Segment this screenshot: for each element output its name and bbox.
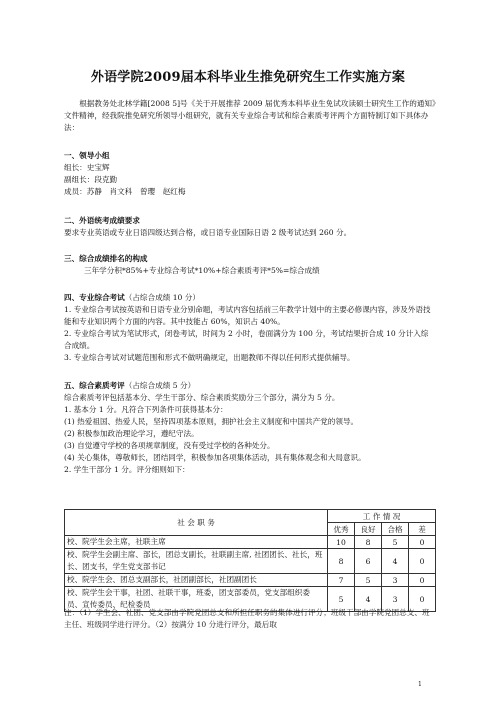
score-cell: 3 [382,574,409,587]
page-number: 1 [418,681,422,688]
section-comprehensive-exam [64,292,436,364]
duty-cell: 校、院学生会副主席、部长，团总支副长，社联副主席, 社团团长、社长，班长、团支书，学生党支部书记 [65,549,328,574]
section-heading-note: （占综合成绩 10 分） [124,293,200,302]
score-cell: 4 [382,549,409,574]
section-heading: 三、综合成绩排名的构成 [64,254,148,263]
score-cell: 0 [409,549,436,574]
score-cell: 0 [409,574,436,587]
members-line: 成员：苏静 肖文科 曾璎 赵红梅 [64,187,186,196]
score-cell: 10 [328,536,355,549]
score-cell: 6 [355,549,382,574]
condition-3: (3) 自觉遵守学校的各项规章制度，没有受过学校的各种处分。 [64,441,275,450]
score-cell: 8 [355,536,382,549]
basic-score-line: 1. 基本分 1 分。凡符合下列条件可获得基本分： [64,405,228,414]
exam-item-2: 2. 专业综合考试为笔试形式，闭卷考试，时间为 2 小时，卷面满分为 100 分，考试结果折合成 10 分计入综合成绩。 [64,329,429,350]
intro-paragraph: 根据教务处北林学籍[2008 5]号《关于开展推荐 2009 届优秀本科毕业生免试攻读硕士研究生工作的通知》文件精神，经我院推免研究所领导小组研究，就有关专业综合考试和综合素质考评两个方面特制订如下具体办法： [64,99,436,132]
score-formula: 三年学分积*85%+专业综合考试*10%+综合素质考评*5%=综合成绩 [84,266,320,275]
duty-cell: 校、院学生会干事，社团、社联干事，班委，团支部委员，党支部组织委员、宣传委员、纪检委员 [65,587,328,612]
score-cell: 5 [328,587,355,612]
score-cell: 0 [409,536,436,549]
section-heading: 一、领导小组 [64,151,110,160]
duty-header: 社 会 职 务 [65,510,328,536]
table-header-row [65,510,436,523]
section-leadership [64,150,436,198]
page-title: 外语学院2009届本科毕业生推免研究生工作实施方案 [90,70,406,85]
table-row [65,536,436,549]
section-quality-evaluation [64,380,436,476]
section-score-composition [64,253,436,277]
work-status-header: 工 作 情 况 [328,510,436,523]
condition-1: (1) 热爱祖国、热爱人民，坚持四项基本原则，拥护社会主义制度和中国共产党的领导。 [64,417,359,426]
section-heading: 五、综合素质考评 [64,381,125,390]
level-header: 差 [409,523,436,536]
score-cell: 4 [355,587,382,612]
condition-2: (2) 积极参加政治理论学习，遵纪守法。 [64,429,199,438]
intro-block [64,98,436,134]
score-cell: 8 [328,549,355,574]
score-cell: 5 [355,574,382,587]
section-heading: 四、专业综合考试 [64,293,125,302]
level-header: 优秀 [328,523,355,536]
exam-item-3: 3. 专业综合考试对试题范围和形式不做明确规定，出题教师不得以任何形式提供辅导。 [64,353,355,362]
section-heading-note: （占综合成绩 5 分） [124,381,196,390]
level-header: 合格 [382,523,409,536]
score-cell: 0 [409,587,436,612]
duty-cell: 校、院学生会、团总支副部长，社团副部长，社团副团长 [65,574,328,587]
level-header: 良好 [355,523,382,536]
exam-item-1: 1. 专业综合考试按英语和日语专业分别命题，考试内容包括前三年教学计划中的主要必修课内容，涉及外语技能和专业知识两个方面的内容。其中技能占 60%，知识占 40%。 [64,305,431,326]
condition-4: (4) 关心集体，尊敬师长，团结同学，积极参加各项集体活动，具有集体观念和大局意识。 [64,453,366,462]
table-row [65,574,436,587]
cadre-score-line: 2. 学生干部分 1 分。评分细则如下： [64,465,190,474]
table-note [64,607,436,631]
note-text: 注：（1）学生会、社团、党支部由学院党团总支和所担任职务的集体进行评分；班级干部由学院党团总支、班主任、班级同学进行评分。（2）按满分 10 分进行评分，最后取 [64,608,430,629]
table-row [65,549,436,574]
score-cell: 7 [328,574,355,587]
score-cell: 3 [382,587,409,612]
duty-cell: 校、院学生会主席，社联主席 [65,536,328,549]
requirement-text: 要求专业英语或专业日语四级达到合格，或日语专业国际日语 2 级考试达到 260 分。 [64,228,352,237]
cadre-score-table [64,509,436,612]
leader-line: 组长：史宝辉 [64,163,110,172]
score-cell: 5 [382,536,409,549]
evaluation-intro: 综合素质考评包括基本分、学生干部分、综合素质奖励分三个部分，满分为 5 分。 [64,393,340,402]
deputy-line: 副组长：段克勤 [64,175,118,184]
section-exam-requirement [64,215,436,239]
section-heading: 二、外语统考成绩要求 [64,216,140,225]
